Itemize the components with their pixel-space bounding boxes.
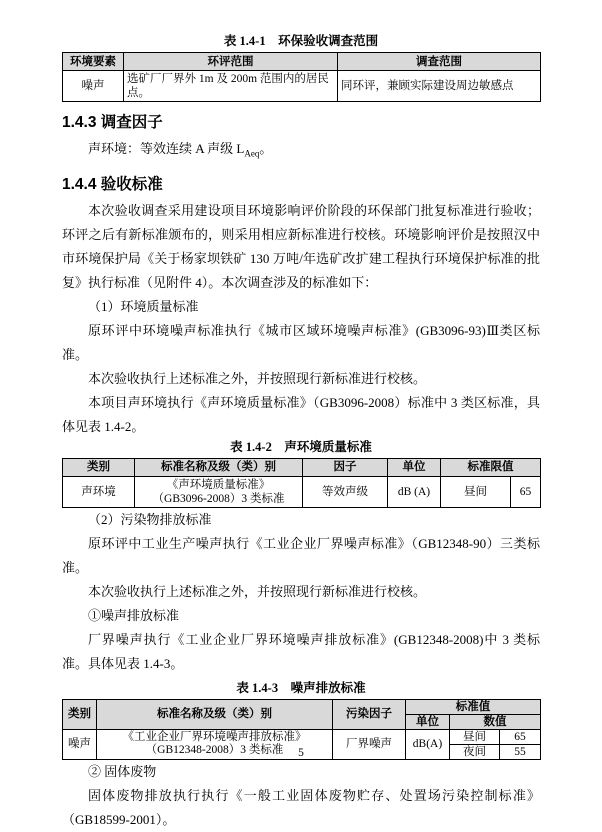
list-item-2: （2）污染物排放标准 xyxy=(88,511,212,527)
data-cell: dB (A) xyxy=(388,476,441,507)
data-cell: 65 xyxy=(511,476,541,507)
data-cell xyxy=(135,476,303,507)
table-row xyxy=(63,476,541,507)
data-cell: 等效声级 xyxy=(303,476,388,507)
table-1-4-1-caption: 表 1.4-1 环保验收调查范围 xyxy=(223,34,379,48)
data-cell: 65 xyxy=(500,729,541,744)
table-header-row xyxy=(63,53,541,71)
data-cell: 噪声 xyxy=(63,71,124,102)
list-item-3: ② 固体废物 xyxy=(88,763,157,779)
paragraph: 固体废物排放执行执行《一般工业固体废物贮存、处置场污染控制标准》（GB18599-2001）。 xyxy=(62,787,540,827)
standard-name-line1: 《声环境质量标准》 xyxy=(166,478,271,491)
data-cell: 55 xyxy=(500,744,541,759)
header-cell: 环评范围 xyxy=(124,53,338,71)
header-cell: 环境要素 xyxy=(63,53,124,71)
header-cell: 数值 xyxy=(450,714,541,729)
standard-name-line2: （GB12348-2008）3 类标准 xyxy=(145,744,284,757)
data-cell: 同环评，兼顾实际建设周边敏感点 xyxy=(338,71,541,102)
header-cell: 调查范围 xyxy=(338,53,541,71)
list-item-1: （1）环境质量标准 xyxy=(88,298,199,314)
data-cell: 昼间 xyxy=(441,476,511,507)
data-cell: 昼间 xyxy=(450,729,500,744)
paragraph: 原环评中工业生产噪声执行《工业企业厂界噪声标准》（GB12348-90）三类标准。 xyxy=(62,535,540,575)
subscript-aeq: Aeq xyxy=(244,148,260,159)
table-row xyxy=(63,729,541,744)
data-cell: 厂界噪声 xyxy=(333,729,406,759)
data-cell: 声环境 xyxy=(63,476,135,507)
standard-name-line1: 《工业企业厂界环境噪声排放标准》 xyxy=(122,731,307,744)
header-cell: 类别 xyxy=(63,699,97,729)
section-heading-144: 1.4.4 验收标准 xyxy=(62,175,163,193)
text-run: 声环境：等效连续 A 声级 L xyxy=(88,141,245,156)
standard-name-line2: （GB3096-2008）3 类标准 xyxy=(152,492,285,505)
header-cell: 因子 xyxy=(303,458,388,476)
header-cell: 类别 xyxy=(63,458,135,476)
header-cell: 标准名称及级（类）别 xyxy=(135,458,303,476)
table-header-row xyxy=(63,458,541,476)
paragraph: 本项目声环境执行《声环境质量标准》（GB3096-2008）标准中 3 类区标准，具体见表 1.4-2。 xyxy=(62,394,540,434)
table-1-4-3-caption: 表 1.4-3 噪声排放标准 xyxy=(236,680,366,695)
table-1-4-2 xyxy=(62,458,541,508)
section-heading-143: 1.4.3 调查因子 xyxy=(62,114,163,131)
paragraph: 原环评中环境噪声标准执行《城市区域环境噪声标准》(GB3096-93)Ⅲ类区标准。 xyxy=(62,322,540,362)
paragraph: 本次验收执行上述标准之外，并按照现行新标准进行校核。 xyxy=(88,370,427,386)
header-cell: 污染因子 xyxy=(333,699,406,729)
paragraph-acoustic-factor xyxy=(62,137,540,166)
table-1-4-2-caption: 表 1.4-2 声环境质量标准 xyxy=(230,439,372,454)
header-cell: 标准名称及级（类）别 xyxy=(97,699,333,729)
table-header-row xyxy=(63,699,541,714)
table-1-4-1 xyxy=(62,52,541,102)
paragraph: 本次验收调查采用建设项目环境影响评价阶段的环保部门批复标准进行验收；环评之后有新标准颁布的，则采用相应新标准进行校核。环境影响评价是按照汉中市环境保护局《关于杨家坝铁矿 130 万吨/年选矿改扩建工程执行环境保护标准的批复》执行标准（见附件 4）。本次调查涉及的标准如下： xyxy=(62,202,540,290)
paragraph: 本次验收执行上述标准之外，并按照现行新标准进行校核。 xyxy=(88,583,427,599)
data-cell: dB(A) xyxy=(406,729,450,759)
data-cell: 噪声 xyxy=(63,729,97,759)
header-cell: 单位 xyxy=(406,714,450,729)
header-cell: 标准限值 xyxy=(441,458,541,476)
paragraph: 厂界噪声执行《工业企业厂界环境噪声排放标准》(GB12348-2008)中 3 类标准。具体见表 1.4-3。 xyxy=(62,631,540,671)
header-cell: 标准值 xyxy=(406,699,541,714)
page-number: 5 xyxy=(298,747,304,759)
header-cell: 单位 xyxy=(388,458,441,476)
table-row xyxy=(63,71,541,102)
text-run: 。 xyxy=(259,141,273,156)
data-cell: 选矿厂厂界外 1m 及 200m 范围内的居民点。 xyxy=(124,71,338,102)
paragraph: ①噪声排放标准 xyxy=(88,607,180,623)
data-cell: 夜间 xyxy=(450,744,500,759)
